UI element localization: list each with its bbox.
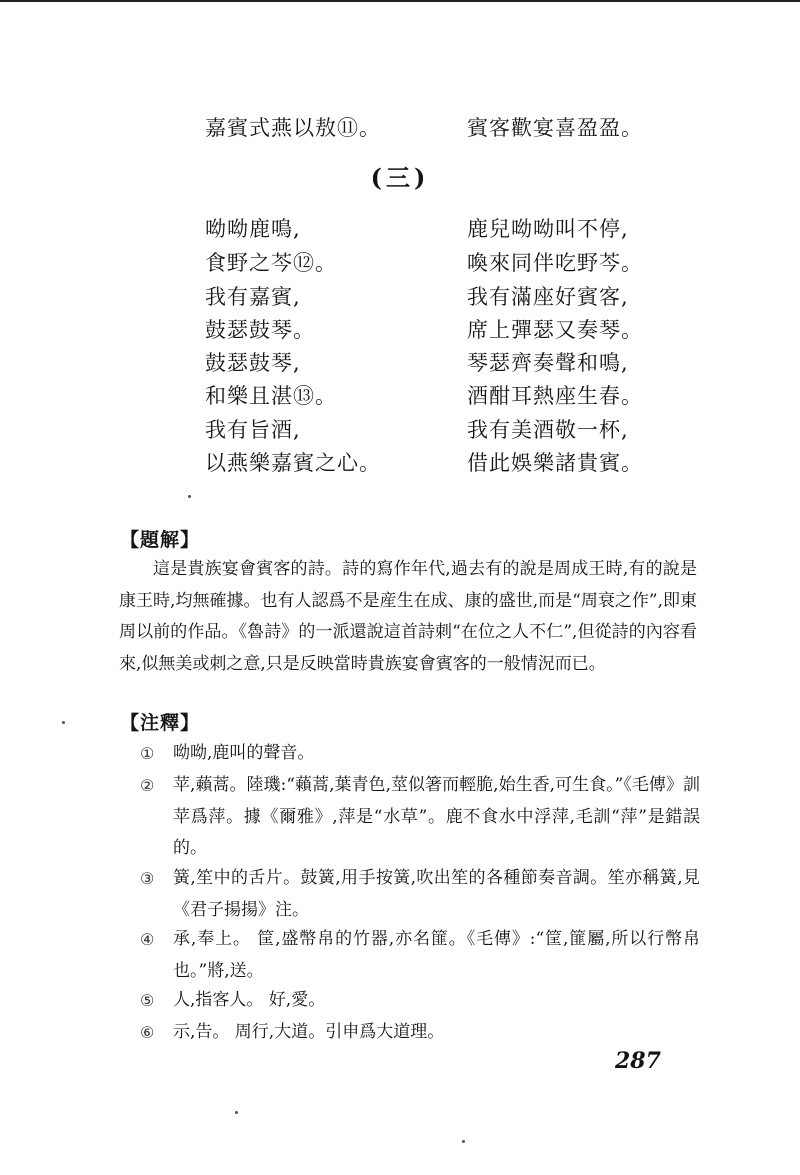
poem-line bbox=[0, 447, 800, 487]
note-item bbox=[140, 770, 700, 866]
note-text: 承,奉上。 筐,盛幣帛的竹器,亦名篚。《毛傳》:“筐,篚屬,所以行幣帛也。”將,送。 bbox=[173, 929, 700, 981]
poem-translation: 我有滿座好賓客, bbox=[467, 285, 629, 309]
poem-original: 我有旨酒, bbox=[205, 418, 301, 442]
zhushi-heading: 【注釋】 bbox=[120, 712, 201, 734]
poem-original: 食野之芩⑫。 bbox=[205, 251, 337, 275]
print-speck bbox=[62, 721, 65, 724]
verse-line bbox=[0, 112, 800, 152]
verse-translation: 賓客歡宴喜盈盈。 bbox=[467, 116, 643, 140]
poem-translation: 琴瑟齊奏聲和鳴, bbox=[467, 351, 629, 375]
note-number: ⑤ bbox=[140, 991, 155, 1010]
poem-original: 以燕樂嘉賓之心。 bbox=[205, 451, 381, 475]
section-number: (三) bbox=[370, 163, 430, 192]
poem-original: 我有嘉賓, bbox=[205, 285, 301, 309]
note-text: 簧,笙中的舌片。鼓簧,用手按簧,吹出笙的各種節奏音調。笙亦稱簧,見《君子揚揚》注。 bbox=[173, 868, 700, 920]
verse-original: 嘉賓式燕以敖⑪。 bbox=[205, 116, 381, 140]
note-text: 呦呦,鹿叫的聲音。 bbox=[173, 743, 315, 763]
note-item bbox=[140, 1017, 700, 1049]
note-number: ④ bbox=[140, 930, 155, 949]
poem-translation: 我有美酒敬一杯, bbox=[467, 418, 629, 442]
note-text: 人,指客人。 好,愛。 bbox=[173, 990, 326, 1010]
tijie-text: 這是貴族宴會賓客的詩。詩的寫作年代,過去有的說是周成王時,有的說是康王時,均無確據。也有人認爲不是産生在成、康的盛世,而是“周衰之作”,即東周以前的作品。《魯詩》的一派還說這首詩刺“在位之人不仁”,但從詩的內容看來,似無美或刺之意,只是反映當時貴族宴會賓客的一般情況而已。 bbox=[119, 559, 697, 674]
poem-translation: 席上彈瑟又奏琴。 bbox=[467, 318, 643, 342]
poem-original: 和樂且湛⑬。 bbox=[205, 384, 337, 408]
note-number: ③ bbox=[140, 869, 155, 888]
note-number: ① bbox=[140, 744, 155, 763]
poem-translation: 借此娛樂諸貴賓。 bbox=[467, 451, 643, 475]
poem-original: 呦呦鹿鳴, bbox=[205, 217, 301, 241]
poem-translation: 喚來同伴吃野芩。 bbox=[467, 251, 643, 275]
print-speck bbox=[462, 1140, 465, 1143]
note-number: ② bbox=[140, 776, 155, 795]
page-top-edge bbox=[0, 0, 800, 2]
note-number: ⑥ bbox=[140, 1023, 155, 1042]
note-item bbox=[140, 924, 700, 988]
print-speck bbox=[235, 1111, 238, 1114]
note-item bbox=[140, 738, 700, 770]
print-speck bbox=[188, 495, 191, 498]
tijie-paragraph bbox=[119, 554, 697, 680]
poem-translation: 鹿兒呦呦叫不停, bbox=[467, 217, 629, 241]
note-text: 示,告。 周行,大道。引申爲大道理。 bbox=[173, 1022, 445, 1042]
note-item bbox=[140, 985, 700, 1017]
poem-original: 鼓瑟鼓琴。 bbox=[205, 318, 315, 342]
page-number: 287 bbox=[615, 1048, 661, 1074]
note-text: 苹,藾蒿。陸璣:“藾蒿,葉青色,莖似箸而輕脆,始生香,可生食。”《毛傳》訓苹爲萍。據《爾雅》,萍是“水草”。鹿不食水中浮萍,毛訓“萍”是錯誤的。 bbox=[173, 775, 700, 858]
tijie-heading: 【題解】 bbox=[120, 529, 201, 551]
poem-original: 鼓瑟鼓琴, bbox=[205, 351, 301, 375]
poem-translation: 酒酣耳熱座生春。 bbox=[467, 384, 643, 408]
note-item bbox=[140, 863, 700, 927]
